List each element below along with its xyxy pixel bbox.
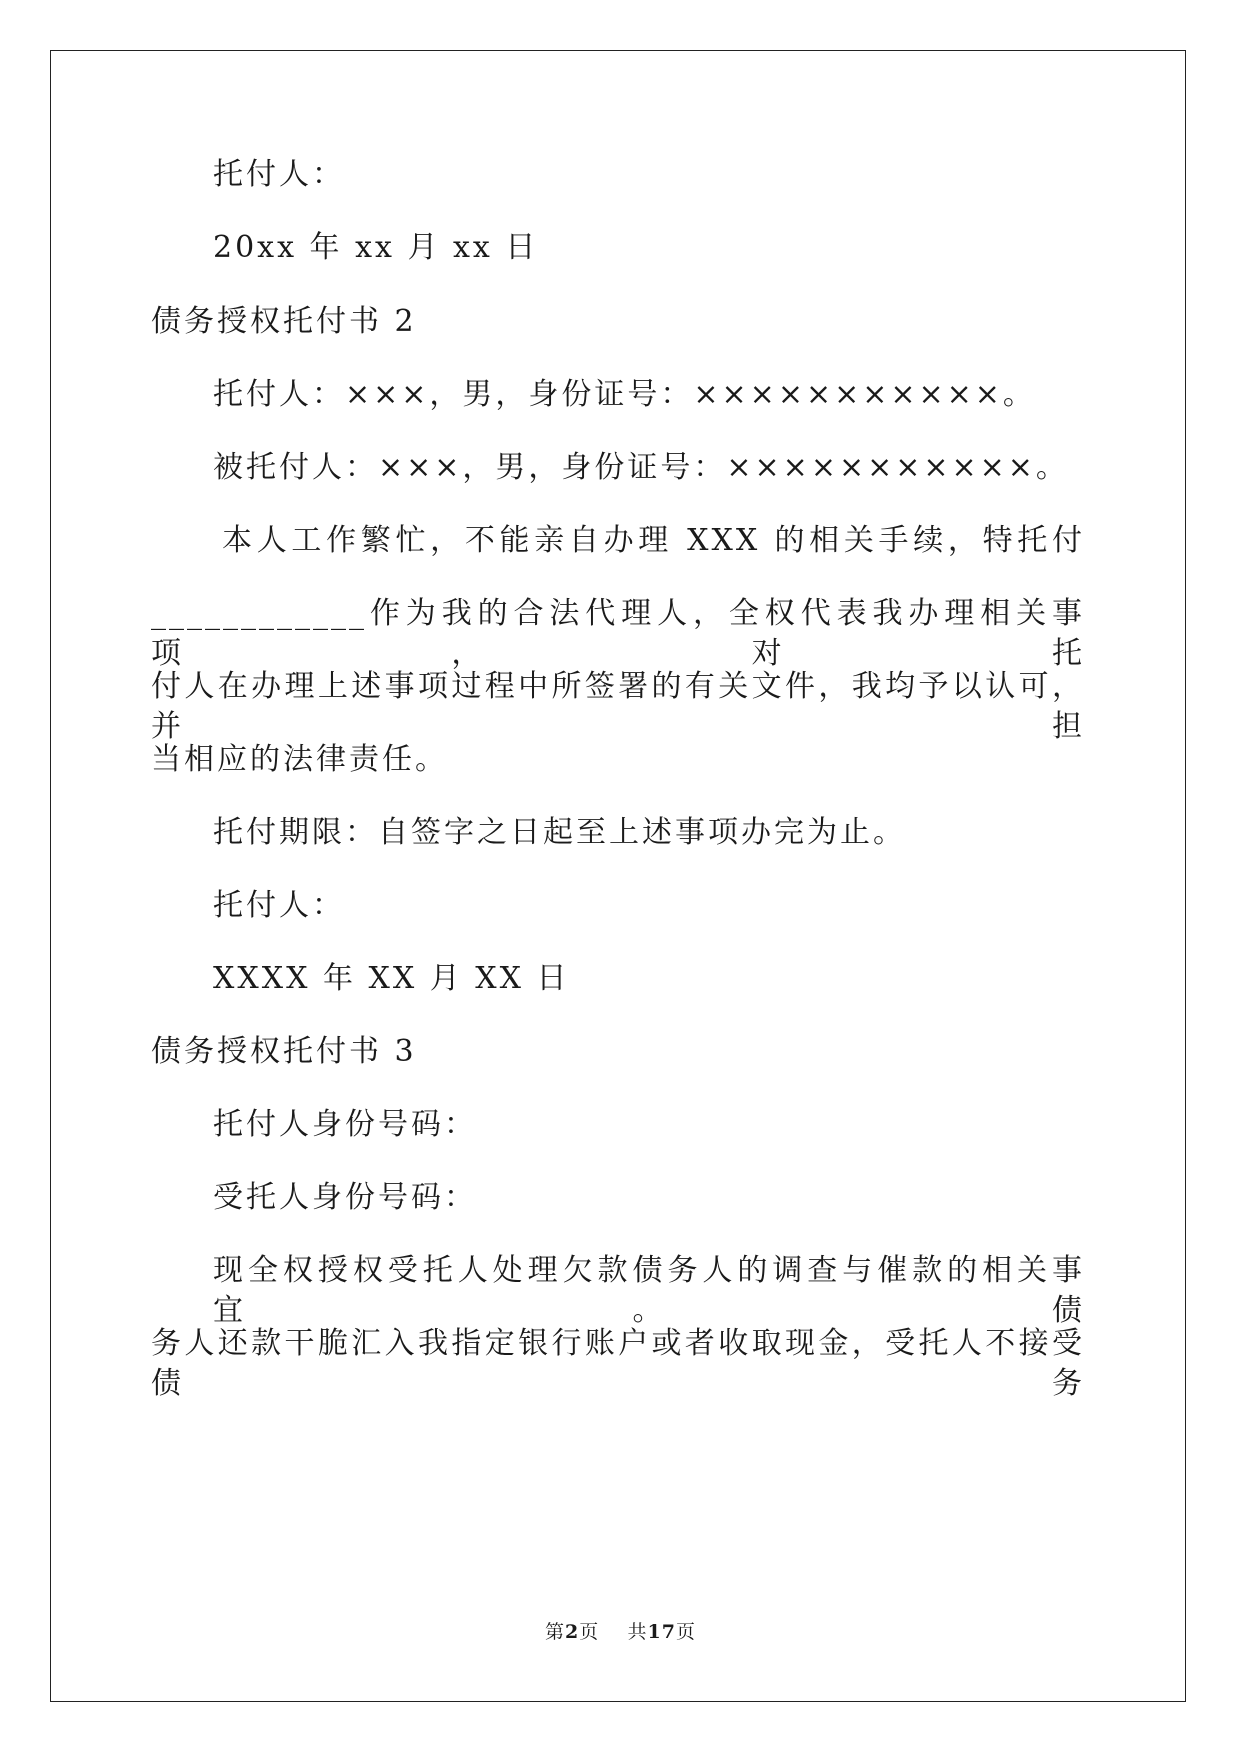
- paragraph-line: 本人工作繁忙，不能亲自办理 XXX 的相关手续，特托付: [222, 523, 1085, 558]
- text-line: 托付人：: [213, 157, 345, 192]
- page-border: [50, 50, 1186, 1702]
- section-heading: 债务授权托付书 3: [151, 1034, 417, 1069]
- footer-page-suffix: 页: [579, 1621, 600, 1643]
- text-line: 托付人身份号码：: [213, 1107, 477, 1142]
- page-footer: [0, 1620, 1241, 1644]
- footer-total-prefix: 共: [627, 1621, 648, 1643]
- section-heading: 债务授权托付书 2: [151, 304, 417, 339]
- paragraph-line: ____________作为我的合法代理人，全权代表我办理相关事项，对托: [151, 596, 1085, 671]
- paragraph-line: 务人还款干脆汇入我指定银行账户或者收取现金，受托人不接受债务: [151, 1326, 1085, 1401]
- footer-total-suffix: 页: [675, 1621, 696, 1643]
- paragraph-line: 付人在办理上述事项过程中所签署的有关文件，我均予以认可，并担: [151, 669, 1085, 744]
- text-line: 托付期限：自签字之日起至上述事项办完为止。: [213, 815, 906, 850]
- text-line: XXXX 年 XX 月 XX 日: [213, 961, 570, 996]
- page-number: 2: [565, 1621, 580, 1643]
- text-line: 托付人：×××，男，身份证号：×××××××××××。: [213, 377, 1036, 412]
- text-line: 受托人身份号码：: [213, 1180, 477, 1215]
- text-line: 被托付人：×××，男，身份证号：×××××××××××。: [213, 450, 1069, 485]
- text-line: 20xx 年 xx 月 xx 日: [213, 230, 539, 265]
- total-pages: 17: [647, 1621, 676, 1643]
- footer-prefix: 第: [545, 1621, 566, 1643]
- paragraph-line: 现全权授权受托人处理欠款债务人的调查与催款的相关事宜。债: [213, 1253, 1085, 1328]
- text-line: 托付人：: [213, 888, 345, 923]
- paragraph-line: 当相应的法律责任。: [151, 742, 448, 777]
